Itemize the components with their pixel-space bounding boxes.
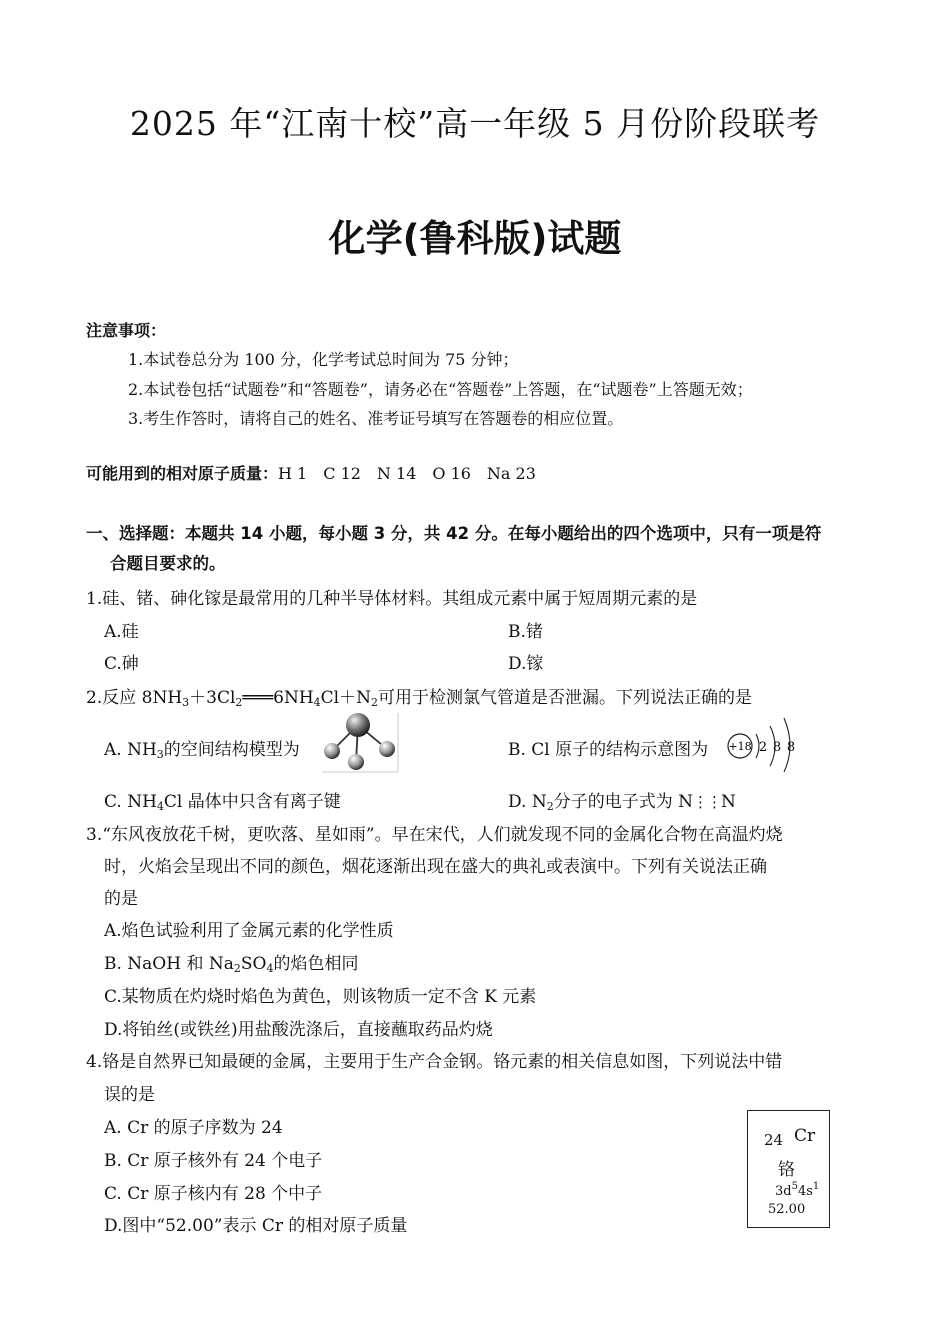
q3-b-text-3: 的焰色相同 <box>273 954 359 974</box>
q3-option-d: D.将铂丝(或铁丝)用盐酸洗涤后，直接蘸取药品灼烧 <box>104 1020 493 1040</box>
cr-config-4s-sup: 1 <box>812 1181 820 1192</box>
q3-b-sub-1: 2 <box>233 962 241 975</box>
section1-heading-line2: 合题目要求的。 <box>110 554 226 573</box>
cr-atomic-number: 24 <box>764 1131 784 1149</box>
q2-a-text-1: A. NH <box>104 740 157 760</box>
q2-sub-3: 3 <box>182 696 190 709</box>
q3-option-b <box>104 949 358 975</box>
q2-option-a <box>104 735 300 761</box>
q2-stem-text-2: ＋3Cl <box>189 688 236 708</box>
q4-stem-line2: 误的是 <box>104 1085 155 1105</box>
atomic-masses-line <box>86 461 536 484</box>
q4-stem-line1: 4.铬是自然界已知最硬的金属，主要用于生产合金钢。铬元素的相关信息如图，下列说法中错 <box>86 1052 783 1072</box>
q2-option-c <box>104 787 341 813</box>
exam-subtitle: 化学(鲁科版)试题 <box>328 217 622 260</box>
cr-electron-config <box>775 1181 819 1199</box>
q1-option-b: B.锗 <box>508 622 543 642</box>
q2-a-sub: 3 <box>156 748 164 761</box>
q3-option-a: A.焰色试验利用了金属元素的化学性质 <box>104 921 394 941</box>
q2-stem-text-5: 可用于检测氯气管道是否泄漏。下列说法正确的是 <box>377 688 752 708</box>
cr-symbol: Cr <box>794 1126 816 1146</box>
cl-shell-3-count: 8 <box>786 740 796 755</box>
notice-item-1: 1.本试卷总分为 100 分，化学考试总时间为 75 分钟； <box>128 350 519 369</box>
q4-option-c: C. Cr 原子核内有 28 个中子 <box>104 1184 323 1204</box>
cr-config-3d-sup: 5 <box>791 1181 798 1192</box>
q2-d-text-1: D. N <box>508 792 547 812</box>
q2-d-text-3: N <box>721 792 736 812</box>
cr-atomic-mass: 52.00 <box>768 1202 806 1217</box>
q2-d-sub: 2 <box>546 800 554 813</box>
q3-stem-line1: 3.“东风夜放花千树，更吹落、星如雨”。早在宋代，人们就发现不同的金属化合物在高温灼烧 <box>86 825 783 845</box>
q2-sub-4: 4 <box>313 696 321 709</box>
q2-equals: ═══ <box>242 688 274 708</box>
q2-sub-2: 2 <box>235 696 243 709</box>
q2-c-text-2: Cl 晶体中只含有离子键 <box>163 792 341 812</box>
atomic-masses-values: H 1 C 12 N 14 O 16 Na 23 <box>278 464 536 483</box>
q2-a-text-2: 的空间结构模型为 <box>163 740 300 760</box>
q3-b-text-2: SO <box>240 954 267 974</box>
cr-name: 铬 <box>778 1160 795 1180</box>
q2-sub-2b: 2 <box>370 696 378 709</box>
q1-option-a: A.硅 <box>104 622 139 642</box>
q2-stem-text-1: 2.反应 8NH <box>86 688 183 708</box>
cl-shell-2-count: 8 <box>772 740 782 755</box>
q2-option-d <box>508 787 736 813</box>
q2-d-text-2: 分子的电子式为 N <box>553 792 693 812</box>
exam-title: 2025 年“江南十校”高一年级 5 月份阶段联考 <box>129 104 821 143</box>
q1-stem: 1.硅、锗、砷化镓是最常用的几种半导体材料。其组成元素中属于短周期元素的是 <box>86 589 698 609</box>
notice-heading: 注意事项： <box>86 321 167 340</box>
cl-shell-1-count: 2 <box>758 740 768 755</box>
q3-stem-line2: 时，火焰会呈现出不同的颜色，烟花逐渐出现在盛大的典礼或表演中。下列有关说法正确 <box>104 857 767 877</box>
atomic-masses-label: 可能用到的相对原子质量： <box>86 464 279 483</box>
section1-heading-line1: 一、选择题：本题共 14 小题，每小题 3 分，共 42 分。在每小题给出的四个选项中，只有一项是符 <box>86 524 822 543</box>
q3-b-text-1: B. NaOH 和 Na <box>104 954 234 974</box>
q2-stem-text-3: 6NH <box>273 688 314 708</box>
q4-option-a: A. Cr 的原子序数为 24 <box>104 1118 283 1138</box>
q4-option-d: D.图中“52.00”表示 Cr 的相对原子质量 <box>104 1216 408 1236</box>
q2-option-b: B. Cl 原子的结构示意图为 <box>508 740 709 760</box>
chromium-element-card <box>747 1110 830 1228</box>
cl-atom-structure-diagram <box>726 716 798 772</box>
q3-b-sub-2: 4 <box>266 962 274 975</box>
q2-c-sub: 4 <box>156 800 164 813</box>
q1-option-d: D.镓 <box>508 654 544 674</box>
q2-stem-text-4: Cl＋N <box>320 688 371 708</box>
q2-c-text-1: C. NH <box>104 792 157 812</box>
q3-option-c: C.某物质在灼烧时焰色为黄色，则该物质一定不含 K 元素 <box>104 987 537 1007</box>
notice-item-3: 3.考生作答时，请将自己的姓名、准考证号填写在答题卷的相应位置。 <box>128 409 624 428</box>
triple-bond-dots: ⋮⋮ <box>693 793 721 811</box>
notice-item-2: 2.本试卷包括“试题卷”和“答题卷”，请务必在“答题卷”上答题，在“试题卷”上答题无效； <box>128 380 753 399</box>
q2-stem <box>86 683 752 709</box>
cl-nucleus-charge: +18 <box>728 740 752 753</box>
nh3-ball-stick-model <box>320 711 400 773</box>
cr-config-3d: 3d <box>775 1184 792 1199</box>
q3-stem-line3: 的是 <box>104 889 138 909</box>
q1-option-c: C.砷 <box>104 654 139 674</box>
q4-option-b: B. Cr 原子核外有 24 个电子 <box>104 1151 323 1171</box>
cr-config-4s: 4s <box>797 1184 813 1199</box>
